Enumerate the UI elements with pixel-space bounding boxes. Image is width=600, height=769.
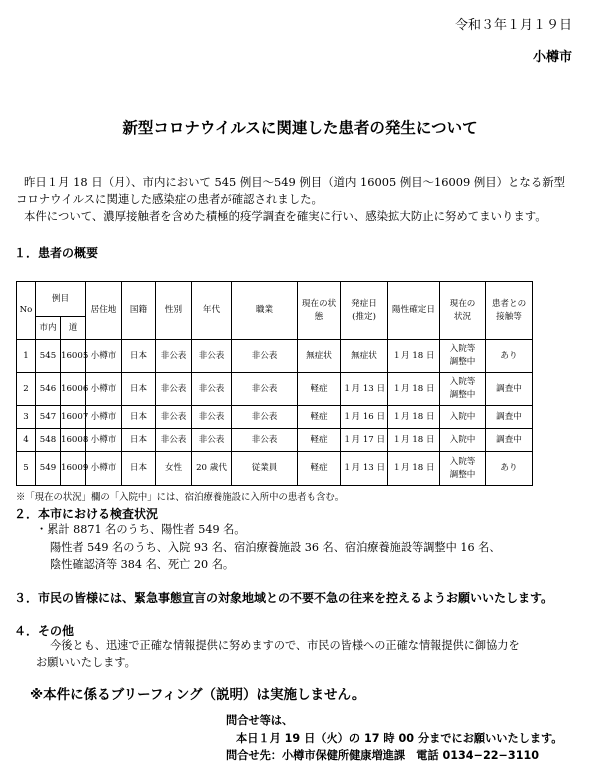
patient-table [16,281,583,486]
other-line-2: お願いいたします。 [36,656,136,669]
cell-no: 1 [17,340,36,373]
cell-status-line2: 調整中 [449,390,476,400]
test-status-line-1: ・累計 8871 名のうち、陽性者 549 名。 [36,523,246,536]
header-nationality: 国籍 [122,282,156,340]
cell-residence: 小樽市 [86,452,122,486]
document-date: 令和３年１月１９日 [454,18,572,33]
cell-sex: 非公表 [156,340,192,373]
cell-condition: 軽症 [298,452,341,486]
section-2-heading: ２．本市における検査状況 [14,507,159,521]
cell-positive-date: １月 18 日 [388,452,440,486]
cell-age: 20 歳代 [192,452,232,486]
cell-occupation: 従業員 [232,452,298,486]
contact-info: 問合せ先：小樽市保健所健康増進課 電話 0134−22−3110 [226,749,540,762]
cell-contact: あり [486,452,533,486]
cell-no: 5 [17,452,36,486]
header-positive-date: 陽性確定日 [388,282,440,340]
cell-occupation: 非公表 [232,340,298,373]
header-onset-line1: 発症日 [351,298,377,309]
other-line-1: 今後とも、迅速で正確な情報提供に努めますので、市民の皆様への正確な情報提供に御協力を [50,639,520,652]
contact-label: 問合せ等は、 [226,714,294,727]
cell-status-line1: 入院等 [449,344,476,354]
header-no: No [17,282,36,340]
header-status-line2: 状況 [453,311,472,322]
intro-line-3: 本件について、濃厚接触者を含めた積極的疫学調査を確実に行い、感染拡大防止に努めてまいります。 [24,209,547,223]
cell-residence: 小樽市 [86,429,122,452]
cell-condition: 軽症 [298,429,341,452]
header-contact-line2: 接触等 [496,311,522,322]
header-status [440,282,486,340]
test-status-line-2: 陽性者 549 名のうち、入院 93 名、宿泊療養施設 36 名、宿泊療養施設等調整中 16 名、 [50,541,501,554]
cell-age: 非公表 [192,340,232,373]
cell-condition: 無症状 [298,340,341,373]
cell-case-pref: 16008 [61,429,86,452]
header-onset-line2: (推定) [352,311,376,322]
cell-onset: １月 13 日 [341,452,388,486]
cell-onset: １月 13 日 [341,373,388,406]
cell-nationality: 日本 [122,340,156,373]
cell-status: 入院中 [440,429,486,452]
cell-status-line1: 入院等 [449,377,476,387]
header-condition-line1: 現在の状 [301,298,337,309]
cell-case-pref: 16007 [61,406,86,429]
issuer-name: 小樽市 [532,50,572,65]
cell-condition: 軽症 [298,373,341,406]
cell-positive-date: １月 18 日 [388,373,440,406]
header-contact [486,282,533,340]
section-3-heading: ３．市民の皆様には、緊急事態宣言の対象地域との不要不急の往来を控えるようお願いいたします。 [14,591,554,605]
cell-onset: １月 17 日 [341,429,388,452]
cell-no: 4 [17,429,36,452]
cell-nationality: 日本 [122,373,156,406]
cell-contact: 調査中 [486,429,533,452]
cell-case-city: 545 [36,340,61,373]
cell-nationality: 日本 [122,406,156,429]
table-row [17,429,583,452]
header-residence: 居住地 [86,282,122,340]
cell-case-pref: 16009 [61,452,86,486]
header-age: 年代 [192,282,232,340]
cell-age: 非公表 [192,373,232,406]
table-row [17,373,583,406]
intro-line-1: 昨日１月 18 日（月）、市内において 545 例目〜549 例目（道内 16005 例目〜16009 例目）となる新型 [24,175,565,189]
cell-status [440,340,486,373]
cell-residence: 小樽市 [86,373,122,406]
cell-status [440,452,486,486]
section-1-heading: １．患者の概要 [14,246,99,260]
header-case-pref: 道 [61,317,86,340]
cell-onset: １月 16 日 [341,406,388,429]
cell-case-city: 546 [36,373,61,406]
cell-sex: 非公表 [156,373,192,406]
cell-case-city: 548 [36,429,61,452]
header-case: 例目 [36,282,86,317]
cell-age: 非公表 [192,406,232,429]
cell-status-line1: 入院等 [449,456,476,467]
intro-line-2: コロナウイルスに関連した感染症の患者が確認されました。 [16,192,323,206]
cell-contact: あり [486,340,533,373]
section-4-heading: ４．その他 [14,624,75,638]
cell-case-city: 549 [36,452,61,486]
cell-status [440,373,486,406]
cell-positive-date: １月 18 日 [388,406,440,429]
cell-case-pref: 16006 [61,373,86,406]
cell-contact: 調査中 [486,406,533,429]
cell-nationality: 日本 [122,429,156,452]
cell-sex: 非公表 [156,429,192,452]
table-row [17,452,583,486]
header-status-line1: 現在の [449,298,476,309]
table-note: ※「現在の状況」欄の「入院中」には、宿泊療養施設に入所中の患者も含む。 [16,492,345,503]
header-occupation: 職業 [232,282,298,340]
cell-contact: 調査中 [486,373,533,406]
cell-status: 入院中 [440,406,486,429]
cell-occupation: 非公表 [232,406,298,429]
cell-positive-date: １月 18 日 [388,429,440,452]
cell-status-line2: 調整中 [449,469,476,480]
cell-residence: 小樽市 [86,340,122,373]
table-row [17,340,583,373]
cell-onset: 無症状 [341,340,388,373]
cell-no: 2 [17,373,36,406]
header-onset [341,282,388,340]
cell-condition: 軽症 [298,406,341,429]
cell-occupation: 非公表 [232,429,298,452]
cell-sex: 非公表 [156,406,192,429]
header-condition-line2: 態 [314,311,324,322]
cell-occupation: 非公表 [232,373,298,406]
header-condition [298,282,341,340]
cell-status-line2: 調整中 [449,357,476,367]
cell-case-pref: 16005 [61,340,86,373]
briefing-notice: ※本件に係るブリーフィング（説明）は実施しません。 [30,687,366,703]
table-header-row [17,282,583,317]
cell-nationality: 日本 [122,452,156,486]
cell-residence: 小樽市 [86,406,122,429]
contact-deadline: 本日１月 19 日（火）の 17 時 00 分までにお願いいたします。 [236,732,563,745]
header-case-city: 市内 [36,317,61,340]
table-row [17,406,583,429]
cell-case-city: 547 [36,406,61,429]
cell-no: 3 [17,406,36,429]
cell-age: 非公表 [192,429,232,452]
test-status-line-3: 陰性確認済等 384 名、死亡 20 名。 [50,558,235,571]
page-title: 新型コロナウイルスに関連した患者の発生について [122,119,478,137]
cell-positive-date: １月 18 日 [388,340,440,373]
header-contact-line1: 患者との [491,298,527,309]
header-sex: 性別 [156,282,192,340]
cell-sex: 女性 [156,452,192,486]
